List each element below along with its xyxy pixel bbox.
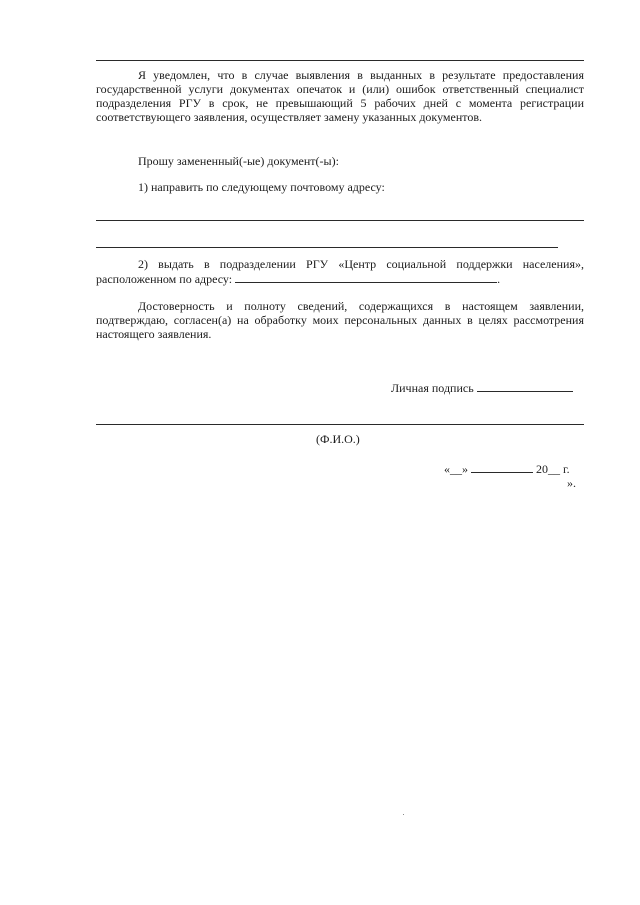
fio-line	[96, 424, 584, 425]
date-row	[444, 461, 570, 476]
signature-label: Личная подпись	[391, 381, 474, 395]
date-open: «__»	[444, 462, 468, 476]
option-1-text: 1) направить по следующему почтовому адресу:	[138, 180, 385, 194]
fio-label: (Ф.И.О.)	[316, 432, 360, 446]
office-address-blank	[235, 271, 497, 283]
notice-paragraph: Я уведомлен, что в случае выявления в выданных в результате предоставления государственной услуги документах опечаток и (или) ошибок ответственный специалист подразделения РГУ в срок, не превышающий 5 рабочих дней с момента регистрации соответствующего заявления, осуществляет замену указанных документов.	[96, 68, 584, 124]
option-2-paragraph	[96, 257, 584, 286]
top-divider	[96, 60, 584, 61]
option-2-end: .	[497, 272, 501, 286]
date-month-blank	[471, 461, 533, 473]
signature-blank	[477, 380, 573, 392]
scan-speck	[403, 814, 404, 815]
signature-row	[391, 380, 573, 395]
consent-paragraph: Достоверность и полноту сведений, содержащихся в настоящем заявлении, подтверждаю, согласен(а) на обработку моих персональных данных в целях рассмотрения настоящего заявления.	[96, 299, 584, 341]
date-year: 20__ г.	[536, 462, 570, 476]
option-2-text: 2) выдать в подразделении РГУ «Центр социальной поддержки населения», расположенном по адресу:	[96, 257, 584, 286]
request-line: Прошу замененный(-ые) документ(-ы):	[138, 154, 339, 168]
date-close: ».	[567, 476, 576, 490]
postal-address-line-2	[96, 247, 558, 248]
postal-address-line-1	[96, 220, 584, 221]
